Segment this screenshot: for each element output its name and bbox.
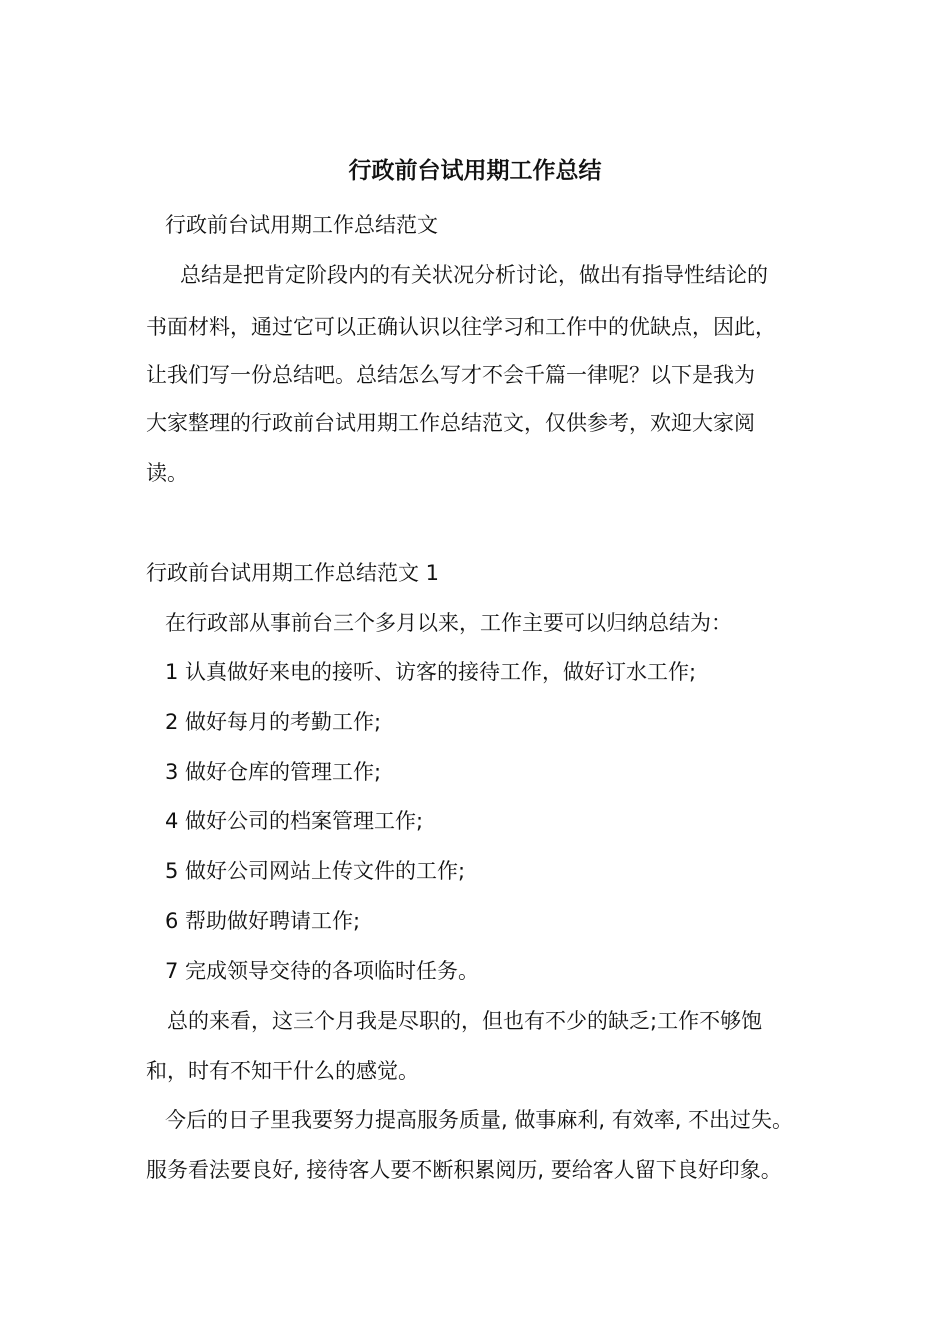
task-item-3: 3 做好仓库的管理工作;	[165, 760, 382, 784]
task-item-4: 4 做好公司的档案管理工作;	[165, 809, 424, 833]
summary-line-1: 总的来看，这三个月我是尽职的，但也有不少的缺乏;工作不够饱	[167, 1009, 763, 1033]
intro-line-1: 总结是把肯定阶段内的有关状况分析讨论，做出有指导性结论的	[180, 263, 768, 287]
document-subtitle: 行政前台试用期工作总结范文	[165, 213, 438, 237]
task-item-5: 5 做好公司网站上传文件的工作;	[165, 859, 466, 883]
plan-line-2: 服务看法要良好, 接待客人要不断积累阅历, 要给客人留下良好印象。	[146, 1158, 782, 1182]
task-item-6: 6 帮助做好聘请工作;	[165, 909, 361, 933]
task-item-1: 1 认真做好来电的接听、访客的接待工作，做好订水工作;	[165, 660, 697, 684]
document-title: 行政前台试用期工作总结	[348, 158, 602, 184]
section-intro: 在行政部从事前台三个多月以来，工作主要可以归纳总结为：	[165, 611, 732, 635]
summary-line-2: 和，时有不知干什么的感觉。	[146, 1059, 419, 1083]
intro-line-5: 读。	[146, 461, 188, 485]
section-heading: 行政前台试用期工作总结范文 1	[146, 561, 440, 585]
intro-line-3: 让我们写一份总结吧。总结怎么写才不会千篇一律呢？以下是我为	[146, 363, 755, 387]
task-item-2: 2 做好每月的考勤工作;	[165, 710, 382, 734]
plan-line-1: 今后的日子里我要努力提高服务质量, 做事麻利, 有效率, 不出过失。	[165, 1108, 794, 1132]
intro-line-4: 大家整理的行政前台试用期工作总结范文，仅供参考，欢迎大家阅	[146, 411, 755, 435]
task-item-7: 7 完成领导交待的各项临时任务。	[165, 959, 480, 983]
intro-line-2: 书面材料，通过它可以正确认识以往学习和工作中的优缺点，因此，	[146, 315, 776, 339]
